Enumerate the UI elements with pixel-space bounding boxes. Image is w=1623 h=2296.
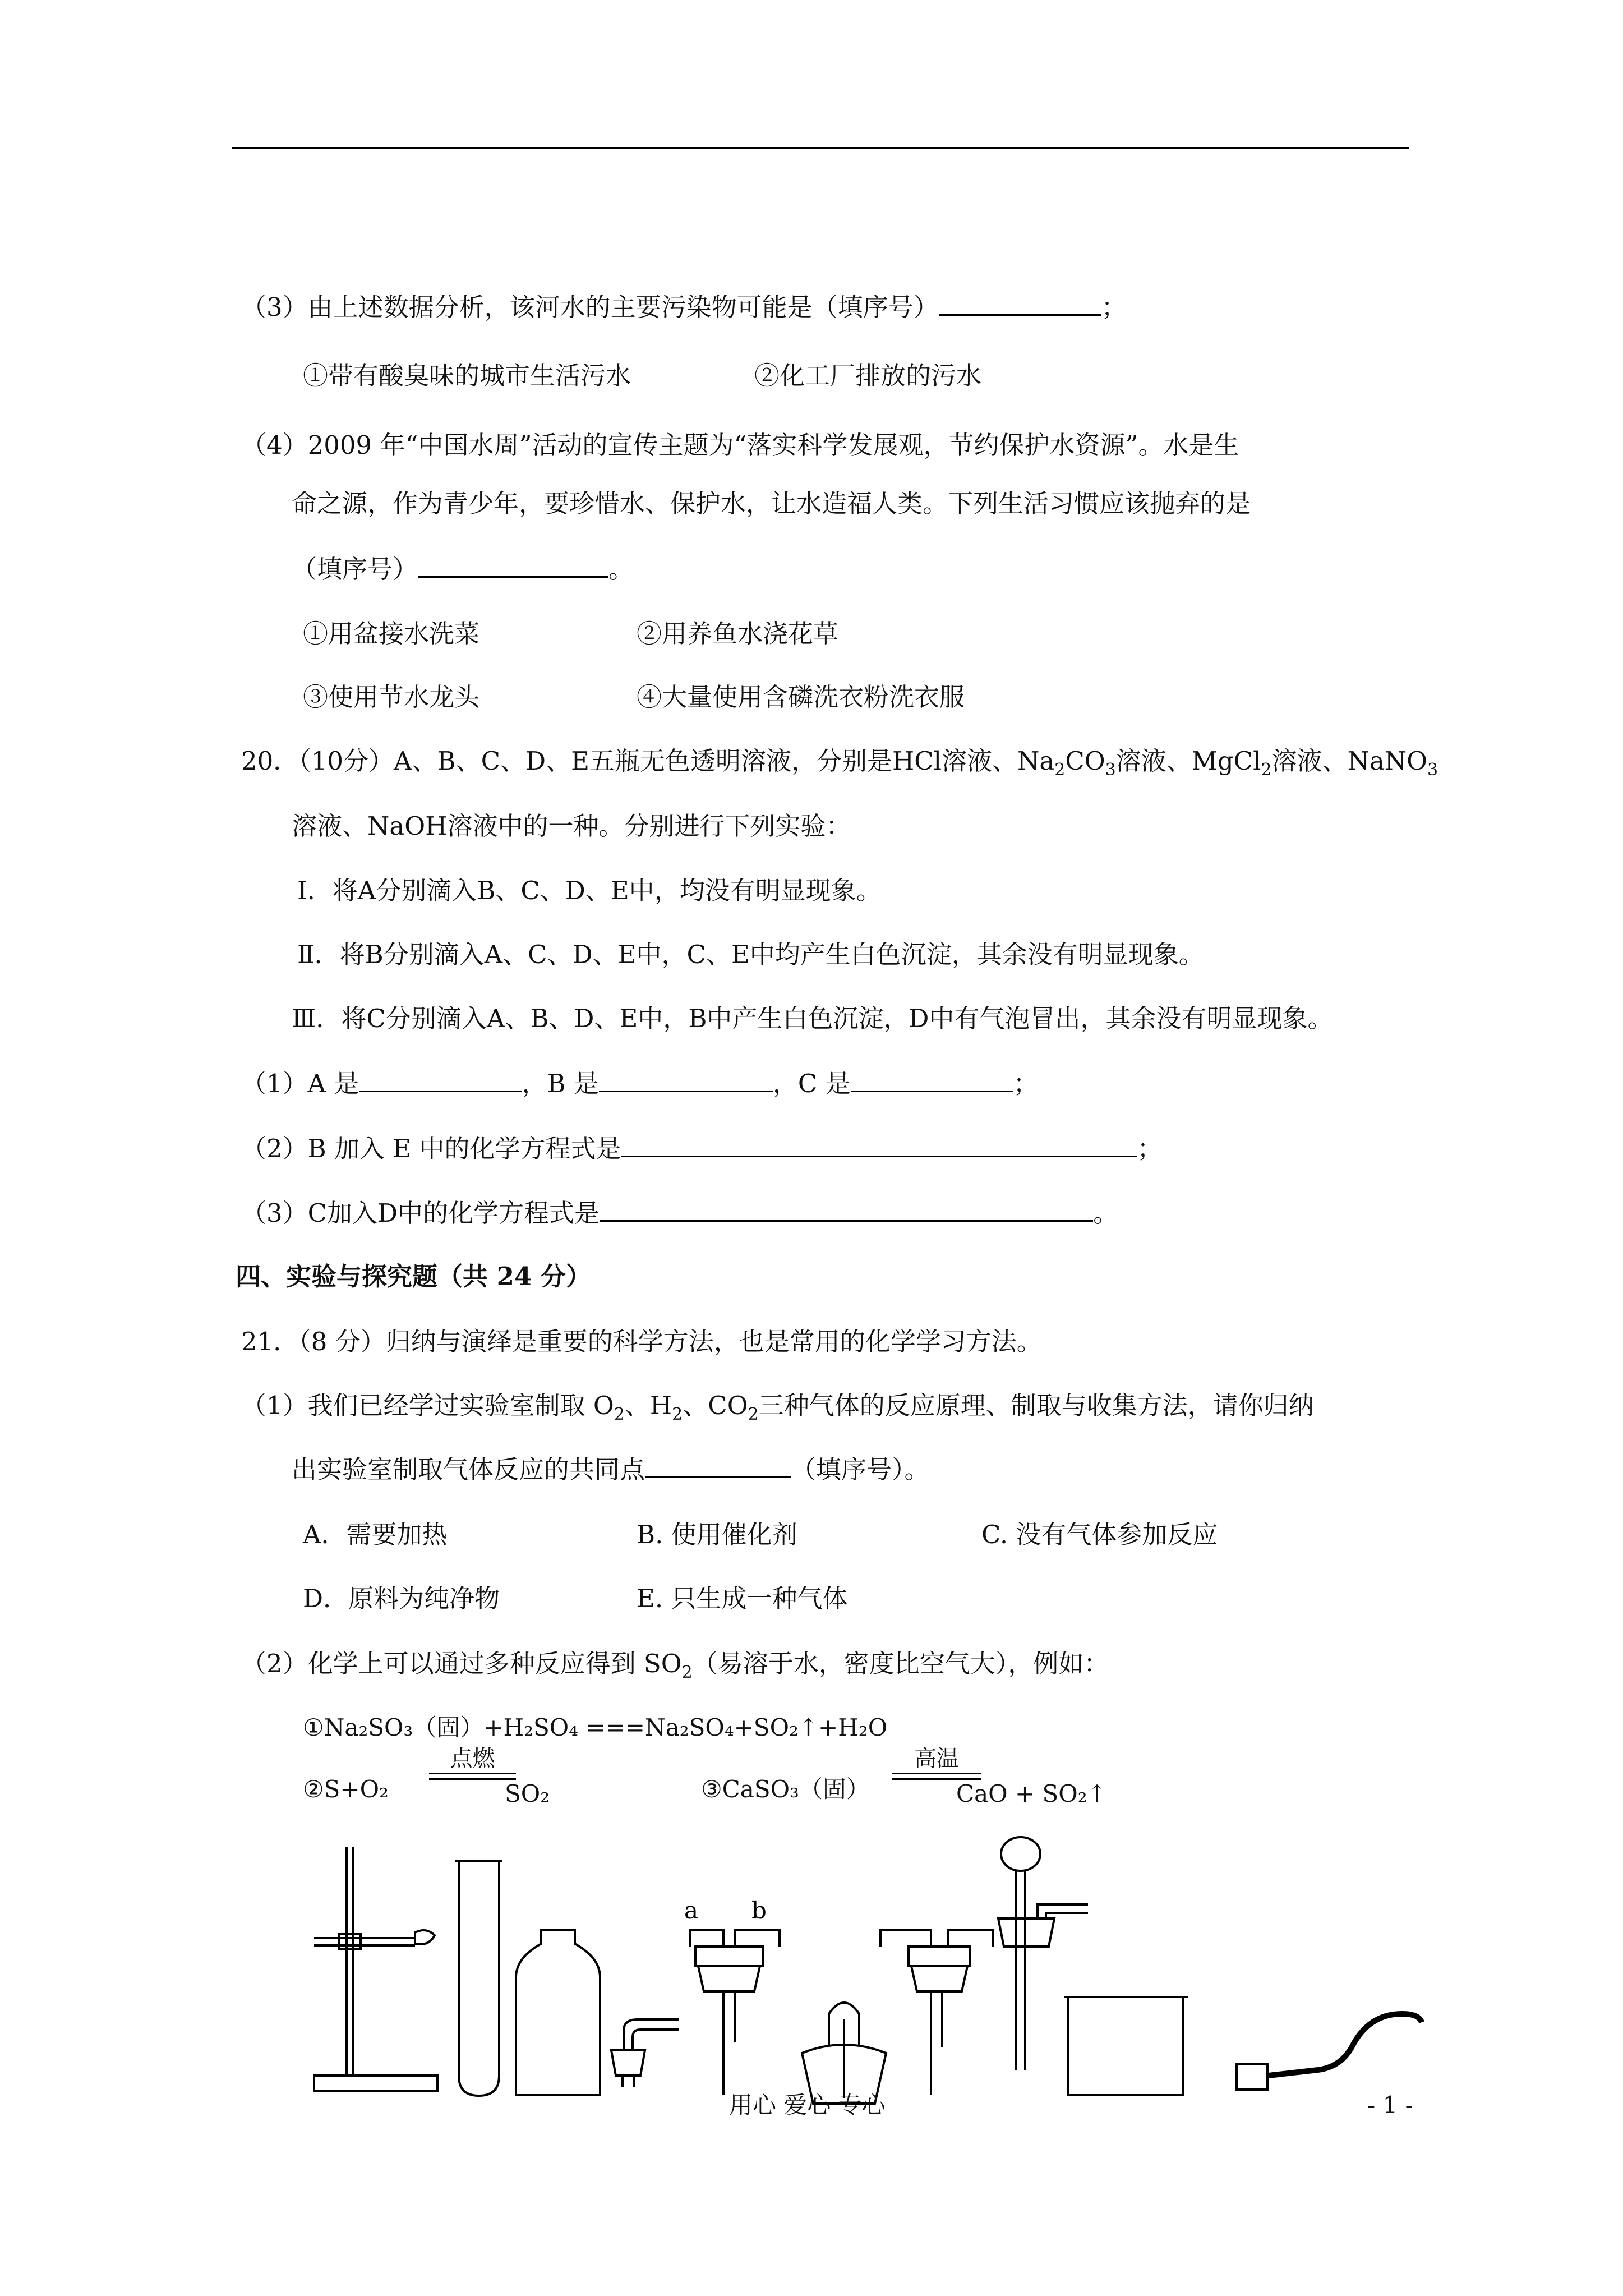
q20-question-1: （1）A 是 ，B 是 ，C 是 ； [241,1069,1039,1098]
water-trough-icon [1064,1997,1188,2095]
q20-experiment-1: Ⅰ．将A分别滴入B、C、D、E中，均没有明显现象。 [297,876,882,905]
q19-part4-line1: （4）2009 年“中国水周”活动的宣传主题为“落实科学发展观，节约保护水资源”。水是生 [241,430,1239,460]
alcohol-lamp-icon [802,2003,886,2104]
q21-option-d: D．原料为纯净物 [303,1584,500,1613]
label-b: b [751,1897,767,1924]
label-a: a [684,1897,699,1924]
section-heading: 四、实验与探究题（共 24 分） [236,1262,591,1291]
equation-3-condition: 高温 [914,1746,959,1772]
equation-3-left: ③CaSO₃（固） [701,1775,870,1803]
equation-2-right: SO₂ [505,1780,550,1807]
q19-part4-option-2: ②用养鱼水浇花草 [637,619,839,648]
answer-blank[interactable] [939,292,1101,316]
q20-stem-line2: 溶液、NaOH溶液中的一种。分别进行下列实验： [292,811,851,841]
q19-part3-option-1: ①带有酸臭味的城市生活污水 [303,361,631,390]
q21-title: 21．（8 分）归纳与演绎是重要的科学方法，也是常用的化学学习方法。 [241,1327,1042,1356]
answer-blank-b[interactable] [599,1068,773,1092]
page-number: - 1 - [1367,2091,1413,2119]
answer-blank-a[interactable] [359,1068,522,1092]
q21-part2-intro: （2）化学上可以通过多种反应得到 $SO_2$（易溶于水，密度比空气大），例如： [241,1649,1109,1682]
q19-part4-option-3: ③使用节水龙头 [303,682,480,712]
two-hole-stopper-icon [690,1930,780,2095]
equation-2-left: ②S+O₂ [303,1775,389,1803]
stopper-bent-tube-icon [611,2019,679,2087]
q21-option-a: A．需要加热 [303,1520,448,1549]
answer-blank[interactable] [418,554,608,578]
q21-part1-line2: 出实验室制取气体反应的共同点 （填序号）。 [292,1455,930,1484]
iron-stand-icon [314,1847,437,2091]
q20-question-3: （3）C加入D中的化学方程式是 。 [241,1198,1119,1228]
header-rule [232,147,1409,149]
q19-part4-option-4: ④大量使用含磷洗衣粉洗衣服 [637,682,965,712]
q20-experiment-2: Ⅱ．将B分别滴入A、C、D、E中，C、E中均产生白色沉淀，其余没有明显现象。 [297,940,1204,969]
footer-watermark: 用心 爱心 专心 [729,2091,886,2119]
equation-3-right: CaO + SO₂↑ [956,1780,1107,1807]
apparatus-illustration [0,1829,1623,2120]
equation-2-arrow [429,1773,516,1780]
q21-option-e: E. 只生成一种气体 [637,1584,848,1613]
q20-stem-line1: 20．（10分）A、B、C、D、E五瓶无色透明溶液，分别是HCl溶液、$Na_2CO_3$溶液、MgCl$_2$溶液、NaNO$_3$ [241,746,1438,780]
q20-experiment-3: Ⅲ．将C分别滴入A、B、D、E中，B中产生白色沉淀，D中有气泡冒出，其余没有明显现象。 [292,1004,1333,1033]
answer-blank-c[interactable] [851,1068,1013,1092]
equation-2-condition: 点燃 [450,1746,495,1772]
q19-part4-line2: 命之源，作为青少年，要珍惜水、保护水，让水造福人类。下列生活习惯应该抛弃的是 [292,489,1251,518]
q21-option-b: B. 使用催化剂 [637,1520,797,1549]
q19-part4-line3: （填序号） 。 [292,554,634,584]
gas-jar-icon [516,1930,600,2095]
q20-question-2: （2）B 加入 E 中的化学方程式是 ； [241,1134,1163,1163]
q21-part1-line1: （1）我们已经学过实验室制取 $O_2$、$H_2$、$CO_2$三种气体的反应原理、制取与收集方法，请你归纳 [241,1391,1314,1424]
test-tube-icon [455,1861,502,2096]
q19-part4-option-1: ①用盆接水洗菜 [303,619,480,648]
answer-blank[interactable] [600,1198,1093,1222]
answer-blank[interactable] [621,1133,1137,1157]
q19-part3: （3）由上述数据分析，该河水的主要污染物可能是（填序号） ； [241,292,1127,322]
q19-part3-option-2: ②化工厂排放的污水 [754,361,982,390]
equation-1: ①Na₂SO₃（固）+H₂SO₄ ===Na₂SO₄+SO₂↑+H₂O [303,1714,888,1741]
rubber-hose-icon [1237,2014,1422,2090]
answer-blank[interactable] [645,1454,791,1478]
funnel-stopper-icon [998,1837,1088,2070]
stopper-with-tubes-icon [880,1930,993,2095]
q21-option-c: C. 没有气体参加反应 [981,1520,1218,1549]
